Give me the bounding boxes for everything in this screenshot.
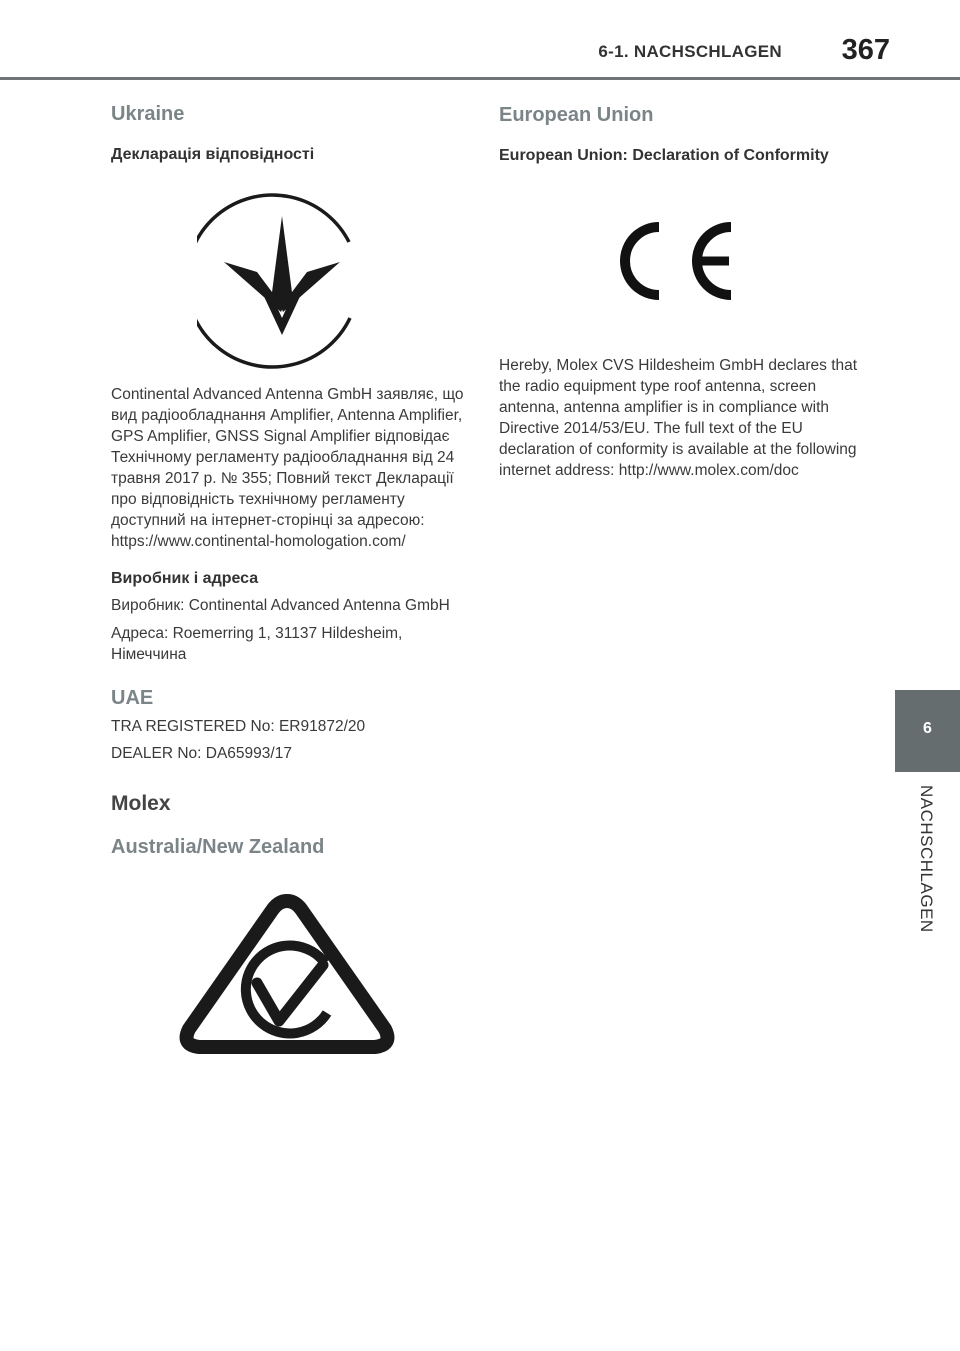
right-column bbox=[499, 100, 859, 481]
uae-heading: UAE bbox=[111, 687, 154, 709]
chapter-label: NACHSCHLAGEN bbox=[917, 785, 936, 933]
eu-subheading: European Union: Declaration of Conformity bbox=[499, 147, 829, 164]
chapter-tab[interactable] bbox=[895, 690, 960, 772]
molex-heading: Molex bbox=[111, 792, 171, 815]
ce-mark-icon bbox=[611, 217, 741, 307]
section-title: 6-1. NACHSCHLAGEN bbox=[598, 42, 782, 61]
ukraine-conformity-mark-icon bbox=[197, 190, 367, 370]
left-column bbox=[111, 100, 466, 1059]
eu-heading: European Union bbox=[499, 104, 654, 126]
ukraine-subheading: Декларація відповідності bbox=[111, 146, 315, 163]
manufacturer-text: Виробник: Continental Advanced Antenna GmbH bbox=[111, 597, 450, 614]
ukraine-heading: Ukraine bbox=[111, 103, 185, 125]
header-divider bbox=[0, 77, 960, 80]
chapter-number: 6 bbox=[923, 720, 932, 737]
page-number: 367 bbox=[841, 34, 890, 66]
uae-tra-number: TRA REGISTERED No: ER91872/20 bbox=[111, 718, 366, 735]
uae-dealer-number: DEALER No: DA65993/17 bbox=[111, 745, 292, 762]
eu-declaration-text: Hereby, Molex CVS Hildesheim GmbH declares that the radio equipment type roof antenna, screen antenna, antenna amplifier is in compliance with Directive 2014/53/EU. The full text of the EU declaration of conformity is available at the following internet address: http://www.molex.com/doc bbox=[499, 357, 858, 479]
manufacturer-heading: Виробник і адреса bbox=[111, 570, 259, 587]
address-text: Адреса: Roemerring 1, 31137 Hildesheim, Німеччина bbox=[111, 625, 403, 663]
australia-nz-heading: Australia/New Zealand bbox=[111, 836, 325, 858]
rcm-mark-icon bbox=[175, 889, 399, 1059]
ukraine-declaration-text: Continental Advanced Antenna GmbH заявляє, що вид радіообладнання Amplifier, Antenna Amplifier, GPS Amplifier, GNSS Signal Amplifier відповідає Технічному регламенту радіообладнання від 24 травня 2017 р. № 355; Повний текст Декларації про відповідність технічному регламенту доступний на інтернет-сторінці за адресою: https://www.continental-homologation.com/ bbox=[111, 386, 464, 550]
